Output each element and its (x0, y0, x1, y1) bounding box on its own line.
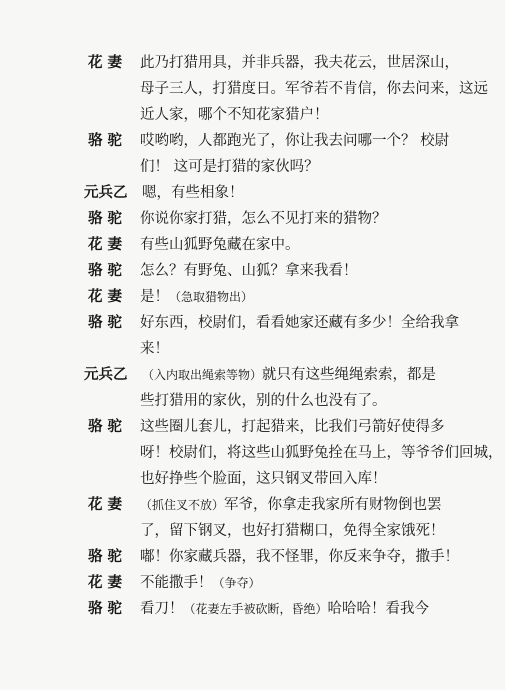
dialogue-text: 看刀！ (140, 601, 184, 617)
script-line (88, 128, 477, 154)
dialogue-text: 是！ (140, 289, 169, 305)
script-line (88, 518, 477, 544)
dialogue-text: 哈哈哈！看我今 (327, 601, 430, 617)
speaker-label: 骆 驼 (88, 262, 123, 279)
dialogue-text: 近人家，哪个不知花家猎户！ (140, 107, 329, 123)
dialogue-text: 们！ 这可是打猎的家伙吗？ (140, 159, 319, 175)
script-line (88, 414, 477, 440)
script-line (88, 336, 477, 362)
dialogue-text: 有些山狐野兔藏在家中。 (140, 237, 300, 253)
speaker-label: 骆 驼 (88, 600, 123, 617)
dialogue-text: 怎么？有野兔、山狐？拿来我看！ (140, 263, 358, 279)
stage-direction: （争夺） (212, 576, 261, 590)
stage-direction: （花妻左手被砍断，昏绝） (183, 602, 328, 616)
speaker-label: 花 妻 (88, 496, 123, 513)
speaker-label: 骆 驼 (88, 548, 123, 565)
script-line (88, 570, 477, 596)
script-line (88, 466, 477, 492)
dialogue-text: 这些圈儿套儿，打起猎来，比我们弓箭好使得多 (140, 419, 445, 435)
speaker-label: 骆 驼 (88, 210, 123, 227)
dialogue-text: 军爷，你拿走我家所有财物倒也罢 (224, 497, 442, 513)
dialogue-text: 你说你家打猎，怎么不见打来的猎物？ (140, 211, 387, 227)
dialogue-text: 哎哟哟，人都跑光了，你让我去问哪一个？ 校尉 (140, 133, 450, 149)
stage-direction: （入内取出绳索等物） (142, 368, 263, 382)
script-line (88, 310, 477, 336)
script-line (88, 544, 477, 570)
speaker-label: 花 妻 (88, 574, 123, 591)
dialogue-text: 些打猎用的家伙，别的什么也没有了。 (140, 393, 387, 409)
script-line (88, 388, 477, 414)
dialogue-text: 呀！校尉们，将这些山狐野兔拴在马上，等爷爷们回城， (140, 445, 503, 461)
script-line (88, 154, 477, 180)
stage-direction: （急取猎物出） (169, 290, 254, 304)
speaker-label: 骆 驼 (88, 314, 123, 331)
dialogue-text: 不能撒手！ (140, 575, 213, 591)
dialogue-text: 也好挣些个脸面，这只钢叉带回入库！ (140, 471, 387, 487)
script-line (88, 258, 477, 284)
dialogue-text: 此乃打猎用具，并非兵器，我夫花云，世居深山， (140, 55, 459, 71)
script-line (84, 180, 477, 206)
dialogue-text: 嗯，有些相象！ (142, 185, 244, 201)
speaker-label: 元兵乙 (84, 366, 128, 383)
stage-direction: （抓住叉不放） (140, 498, 225, 512)
dialogue-text: 嘟！你家藏兵器，我不怪罪，你反来争夺，撒手！ (140, 549, 459, 565)
dialogue-text: 母子三人，打猎度日。军爷若不肯信，你去问来，这远 (140, 81, 488, 97)
dialogue-text: 来！ (140, 341, 169, 357)
script-line (88, 76, 488, 102)
script-line (88, 492, 477, 518)
speaker-label: 骆 驼 (88, 132, 123, 149)
script-line (88, 206, 477, 232)
dialogue-text: 好东西，校尉们，看看她家还藏有多少！全给我拿 (140, 315, 459, 331)
script-line (88, 232, 477, 258)
speaker-label: 元兵乙 (84, 184, 128, 201)
script-line (88, 284, 477, 310)
dialogue-text: 了，留下钢叉，也好打猎糊口，免得全家饿死！ (140, 523, 445, 539)
script-line (84, 362, 477, 388)
speaker-label: 骆 驼 (88, 418, 123, 435)
script-line (88, 440, 503, 466)
speaker-label: 花 妻 (88, 288, 123, 305)
script-line (88, 102, 477, 128)
dialogue-text: 就只有这些绳绳索索，都是 (262, 367, 437, 383)
speaker-label: 花 妻 (88, 236, 123, 253)
script-line (88, 596, 477, 622)
script-line (88, 50, 477, 76)
speaker-label: 花 妻 (88, 54, 123, 71)
